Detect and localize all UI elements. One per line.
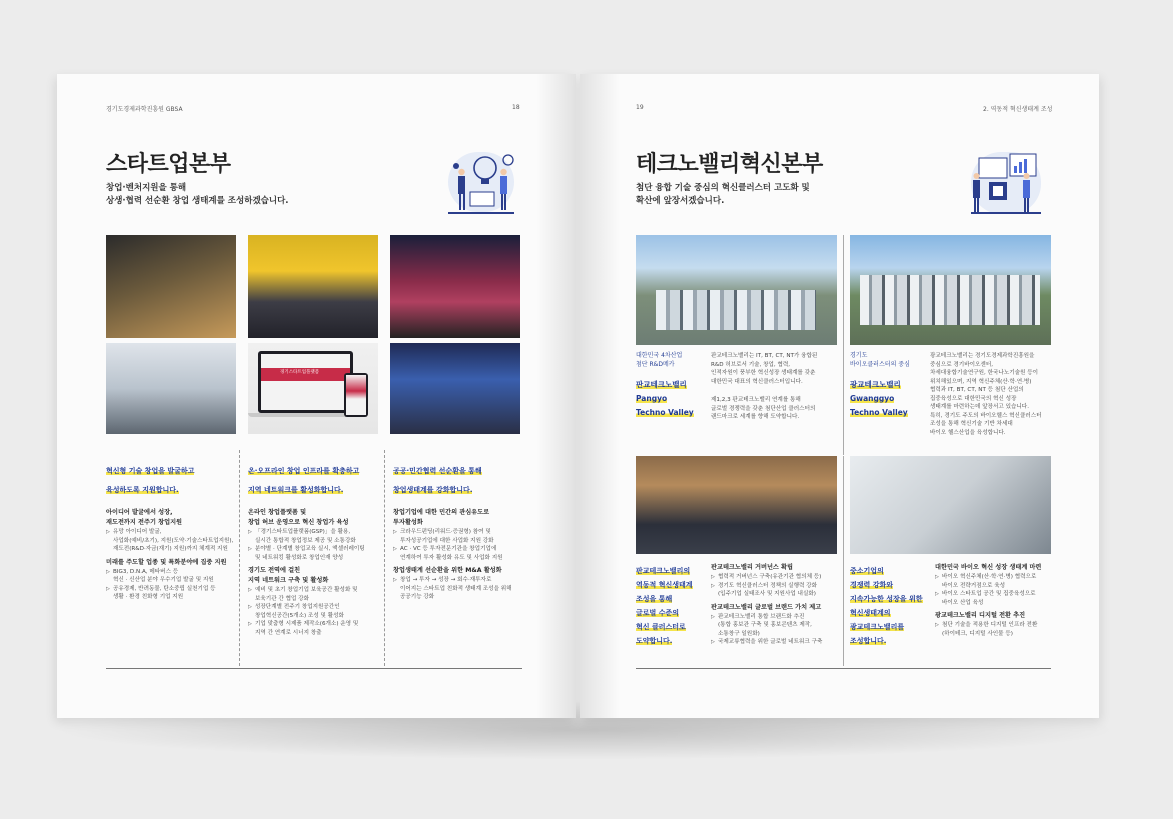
section-heading: 창업기업에 대한 민간의 관심유도로 bbox=[393, 509, 490, 516]
left-column-3 bbox=[393, 458, 528, 602]
bullet-item: ▷ 협력적 거버넌스 구축(유관기관 협의체 등) bbox=[711, 573, 841, 582]
right-top-separator bbox=[843, 235, 844, 455]
bullet-item: ▷ 창업 → 투자 → 성장 → 회수·재투자로 이어지는 스타트업 친화적 생태계 조성을 위해 공공기능 강화 bbox=[393, 576, 528, 602]
startup-office-photo bbox=[106, 235, 236, 338]
right-page-header: 2. 역동적 혁신생태계 조성 bbox=[983, 106, 1053, 113]
section-heading: 대한민국 바이오 혁신 성장 생태계 마련 bbox=[935, 564, 1042, 571]
left-col-separator-1 bbox=[239, 450, 240, 666]
right-bottom-rule bbox=[636, 668, 1051, 669]
bullet-item: ▷ 유망 아이디어 발굴, 사업화(예비/초기), 지원(도약·기술스타트업지원), 재도전(R&D·자금(재기) 지원)까지 체계적 지원 bbox=[106, 528, 236, 554]
bullet-item: ▷ 「경기스타트업플랫폼(GSP)」을 활용, 실시간 통합적 창업정보 제공 및 소통강화 bbox=[248, 528, 383, 545]
left-page-title: 스타트업본부 bbox=[106, 152, 231, 177]
left-page-subtitle: 창업·벤처지원을 통해 상생·협력 선순환 창업 생태계를 조성하겠습니다. bbox=[106, 183, 289, 206]
section-heading: 판교테크노밸리 글로벌 브랜드 가치 제고 bbox=[711, 603, 822, 611]
left-column-2 bbox=[248, 458, 383, 637]
gwanggyo-aerial-photo bbox=[850, 235, 1051, 345]
pangyo-initiatives bbox=[711, 563, 841, 647]
pangyo-tag-block: 대한민국 4차산업 첨단 R&D메카 판교테크노밸리 Pangyo Techno Valley bbox=[636, 352, 694, 417]
section-heading: 광교테크노밸리 디지털 전환 추진 bbox=[935, 612, 1026, 619]
gwanggyo-description: 광교테크노밸리는 경기도경제과학진흥원을 중심으로 경기바이오센터, 차세대융합기술연구원, 한국나노기술원 등이 위치해있으며, 지역 혁신주체(산·학·연·병) 협력과 IT, BT, CT, NT 등 첨단 산업의 집중육성으로 대한민국의 혁신 성장 생태계를 마련하는데 앞장서고 있습니다. 특히, 경기도 주도의 바이오헬스 혁신클러스터 조성을 통해 혁신기술 기반 차세대 바이오 헬스산업을 육성합니다. bbox=[930, 353, 1042, 436]
bullet-item: ▷ BIG3, D.N.A, 메타버스 등 혁신 · 신산업 분야 우수기업 발굴 및 지원 bbox=[106, 568, 236, 585]
pangyo-highlight: 판교테크노밸리의 역동적 혁신생태계 조성을 통해 글로벌 수준의 혁신 클러스터로 도약합니다. bbox=[636, 567, 693, 645]
bullet-item: ▷ AC · VC 등 투자전문기관을 창업기업에 연계하여 투자 활성화 유도 및 사업화 지원 bbox=[393, 545, 528, 562]
left-bottom-rule bbox=[106, 668, 522, 669]
bullet-item: ▷ 공유경제, 반려동물, 탄소중립 실천기업 등 생활 · 환경 친화형 기업 지원 bbox=[106, 585, 236, 602]
right-bottom-separator bbox=[843, 456, 844, 666]
section-heading: 온라인 창업플랫폼 및 bbox=[248, 509, 307, 516]
section-heading: 창업생태계 선순환을 위한 M&A 활성화 bbox=[393, 567, 502, 574]
section-heading: 창업 허브 운영으로 혁신 창업가 육성 bbox=[248, 519, 349, 526]
left-col3-highlight: 공공·민간협력 선순환을 통해 창업생태계를 강화합니다. bbox=[393, 467, 482, 494]
right-page-number: 19 bbox=[636, 104, 644, 111]
gwanggyo-lab-photo bbox=[850, 456, 1051, 554]
bullet-item: ▷ 첨단 기술을 적용한 디지털 인프라 전환 (하이테크, 디지털 사인물 등) bbox=[935, 621, 1057, 638]
pangyo-description: 판교테크노밸리는 IT, BT, CT, NT가 융합된 R&D 허브로서 기술, 창업, 협력, 인적자원이 풍부한 혁신성장 생태계를 갖춘 대한민국 대표의 혁신클러스터입니다. 제1,2,3 판교테크노밸리 연계를 통해 글로벌 경쟁력을 갖춘 첨단산업 클러스터의 랜드마크로 세계를 향해 도약합니다. bbox=[711, 353, 818, 420]
startup-booth-photo bbox=[390, 343, 520, 434]
bullet-item: ▷ 예비 및 초기 창업기업 보육공간 활성화 및 보육기관 간 협업 강화 bbox=[248, 586, 383, 603]
left-col1-highlight: 혁신형 기술 창업을 발굴하고 육성하도록 지원합니다. bbox=[106, 467, 195, 494]
startup-platform-screens bbox=[248, 343, 378, 434]
laptop-screen bbox=[258, 351, 353, 413]
startup-illustration bbox=[440, 146, 522, 224]
section-heading: 투자활성화 bbox=[393, 519, 423, 526]
bullet-item: ▷ 분야별 · 단계별 창업교육 실시, 액셀러레이팅 및 네트워킹 활성화로 창업인재 양성 bbox=[248, 545, 383, 562]
left-page-header: 경기도경제과학진흥원 GBSA bbox=[106, 106, 183, 113]
platform-screen-title: 경기스타트업플랫폼 bbox=[280, 370, 320, 375]
gwanggyo-initiatives bbox=[935, 563, 1057, 638]
left-page bbox=[57, 74, 576, 718]
gwanggyo-tag-block: 경기도 바이오클러스터의 중심 광교테크노밸리 Gwanggyo Techno Valley bbox=[850, 352, 910, 417]
startup-demo-day-photo bbox=[390, 235, 520, 338]
left-column-1 bbox=[106, 458, 236, 602]
pangyo-conference-photo bbox=[636, 456, 837, 554]
left-page-number: 18 bbox=[512, 104, 520, 111]
bullet-item: ▷ 성장단계별 전주기 창업지원공간인 창업혁신공간(5개소) 조성 및 활성화 bbox=[248, 603, 383, 620]
startup-lounge-photo bbox=[248, 235, 378, 338]
bullet-item: ▷ 크라우드펀딩(리워드·증권형) 참여 및 투자성공기업에 대한 사업화 지원 강화 bbox=[393, 528, 528, 545]
right-page-title: 테크노밸리혁신본부 bbox=[636, 152, 823, 177]
bullet-item: ▷ 바이오 혁신주체(산·학·연·병) 협력으로 바이오 전략거점으로 육성 bbox=[935, 573, 1057, 590]
bullet-item: ▷ 국제교류협력을 위한 글로벌 네트워크 구축 bbox=[711, 638, 841, 647]
left-col-separator-2 bbox=[384, 450, 385, 666]
bullet-item: ▷ 바이오 스타트업 공간 및 집중육성으로 바이오 산업 육성 bbox=[935, 590, 1057, 607]
bullet-item: ▷ 기업 맞춤형 시제품 제작소(6개소) 운영 및 지역 간 연계로 시너지 창출 bbox=[248, 620, 383, 637]
section-heading: 재도전까지 전주기 창업지원 bbox=[106, 519, 183, 526]
right-page-subtitle: 첨단 융합 기술 중심의 혁신클러스터 고도화 및 확산에 앞장서겠습니다. bbox=[636, 183, 810, 206]
section-heading: 미래를 주도할 업종 및 특화분야에 집중 지원 bbox=[106, 558, 227, 566]
bullet-item: ▷ 경기도 혁신클러스터 정책의 실행력 강화 (입주기업 실태조사 및 지원사업 내실화) bbox=[711, 582, 841, 599]
gwanggyo-highlight: 중소기업의 경쟁력 강화와 지속가능한 성장을 위한 혁신생태계의 광교테크노밸리를 조성합니다. bbox=[850, 567, 923, 645]
right-page bbox=[580, 74, 1099, 718]
section-heading: 지역 네트워크 구축 및 활성화 bbox=[248, 577, 329, 584]
startup-seminar-photo bbox=[106, 343, 236, 434]
section-heading: 경기도 전역에 걸친 bbox=[248, 567, 301, 574]
bullet-item: ▷ 판교테크노밸리 통합 브랜드화 추진 (통합 홍보관 구축 및 홍보콘텐츠 제작, 소통창구 일원화) bbox=[711, 613, 841, 639]
left-col2-highlight: 온·오프라인 창업 인프라를 확충하고 지역 네트워크를 활성화합니다. bbox=[248, 467, 360, 494]
section-heading: 아이디어 발굴에서 성장, bbox=[106, 509, 173, 516]
pangyo-aerial-photo bbox=[636, 235, 837, 345]
technovalley-illustration bbox=[965, 146, 1047, 224]
tablet-screen bbox=[344, 373, 368, 417]
section-heading: 판교테크노밸리 거버넌스 확립 bbox=[711, 564, 794, 571]
